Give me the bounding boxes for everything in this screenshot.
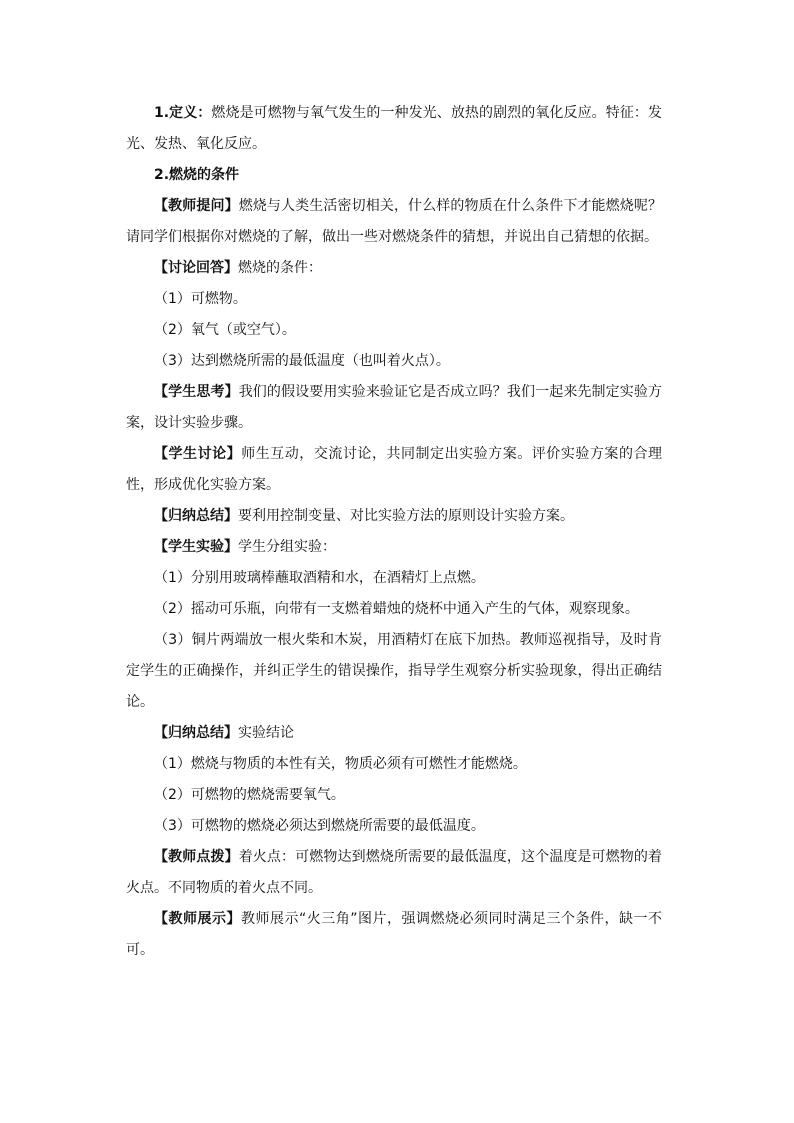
paragraph-summary-1 [126, 501, 662, 532]
list-item [126, 284, 662, 315]
section-tag: 【学生思考】 [154, 384, 239, 400]
paragraph-text: 燃烧的条件： [238, 260, 322, 276]
document-body [126, 98, 662, 966]
paragraph-text: 师生互动，交流讨论，共同制定出实验方案。评价实验方案的合理性，形成优化实验方案。 [126, 446, 663, 493]
section-tag: 【归纳总结】 [154, 508, 238, 524]
definition-heading: 1.定义： [154, 105, 212, 121]
paragraph-discussion-answer [126, 253, 662, 284]
paragraph-student-thinking [126, 377, 662, 439]
list-item-text: （2）摇动可乐瓶，向带有一支燃着蜡烛的烧杯中通入产生的气体，观察现象。 [154, 601, 639, 617]
paragraph-text: 教师展示“火三角”图片，强调燃烧必须同时满足三个条件，缺一不可。 [126, 911, 662, 958]
list-item [126, 315, 662, 346]
list-item-text: （1）分别用玻璃棒蘸取酒精和水，在酒精灯上点燃。 [154, 570, 485, 586]
list-item [126, 780, 662, 811]
list-item [126, 594, 662, 625]
section-tag: 【讨论回答】 [154, 260, 238, 276]
paragraph-summary-2 [126, 718, 662, 749]
paragraph-teacher-question [126, 191, 662, 253]
list-item-text: （2）氧气（或空气）。 [154, 322, 296, 338]
paragraph-teacher-show [126, 904, 662, 966]
definition-text: 燃烧是可燃物与氧气发生的一种发光、放热的剧烈的氧化反应。特征：发光、发热、氧化反应。 [126, 105, 663, 152]
paragraph-student-experiment [126, 532, 662, 563]
conditions-heading: 2.燃烧的条件 [154, 167, 240, 183]
paragraph-text: 燃烧与人类生活密切相关，什么样的物质在什么条件下才能燃烧呢？请同学们根据你对燃烧的了解，做出一些对燃烧条件的猜想，并说出自己猜想的依据。 [126, 198, 663, 245]
list-item-text: （3）铜片两端放一根火柴和木炭，用酒精灯在底下加热。教师巡视指导，及时肯定学生的正确操作，并纠正学生的错误操作，指导学生观察分析实验现象，得出正确结论。 [126, 632, 662, 710]
paragraph-text: 要利用控制变量、对比实验方法的原则设计实验方案。 [238, 508, 574, 524]
section-tag: 【学生实验】 [154, 539, 238, 555]
list-item [126, 563, 662, 594]
section-tag: 【教师点拨】 [154, 849, 239, 865]
list-item [126, 749, 662, 780]
list-item-text: （3）可燃物的燃烧必须达到燃烧所需要的最低温度。 [154, 818, 485, 834]
list-item-text: （2）可燃物的燃烧需要氧气。 [154, 787, 345, 803]
list-item [126, 625, 662, 718]
list-item [126, 811, 662, 842]
list-item-text: （1）燃烧与物质的本性有关，物质必须有可燃性才能燃烧。 [154, 756, 527, 772]
list-item [126, 346, 662, 377]
paragraph-teacher-tip [126, 842, 662, 904]
paragraph-text: 着火点：可燃物达到燃烧所需要的最低温度，这个温度是可燃物的着火点。不同物质的着火点不同。 [126, 849, 663, 896]
paragraph-definition [126, 98, 662, 160]
paragraph-text: 实验结论 [238, 725, 294, 741]
paragraph-student-discussion [126, 439, 662, 501]
section-tag: 【教师展示】 [154, 911, 241, 927]
paragraph-conditions-heading [126, 160, 662, 191]
section-tag: 【学生讨论】 [154, 446, 242, 462]
paragraph-text: 学生分组实验： [238, 539, 336, 555]
section-tag: 【教师提问】 [154, 198, 239, 214]
list-item-text: （1）可燃物。 [154, 291, 247, 307]
list-item-text: （3）达到燃烧所需的最低温度（也叫着火点）。 [154, 353, 450, 369]
section-tag: 【归纳总结】 [154, 725, 238, 741]
paragraph-text: 我们的假设要用实验来验证它是否成立吗？我们一起来先制定实验方案，设计实验步骤。 [126, 384, 663, 431]
